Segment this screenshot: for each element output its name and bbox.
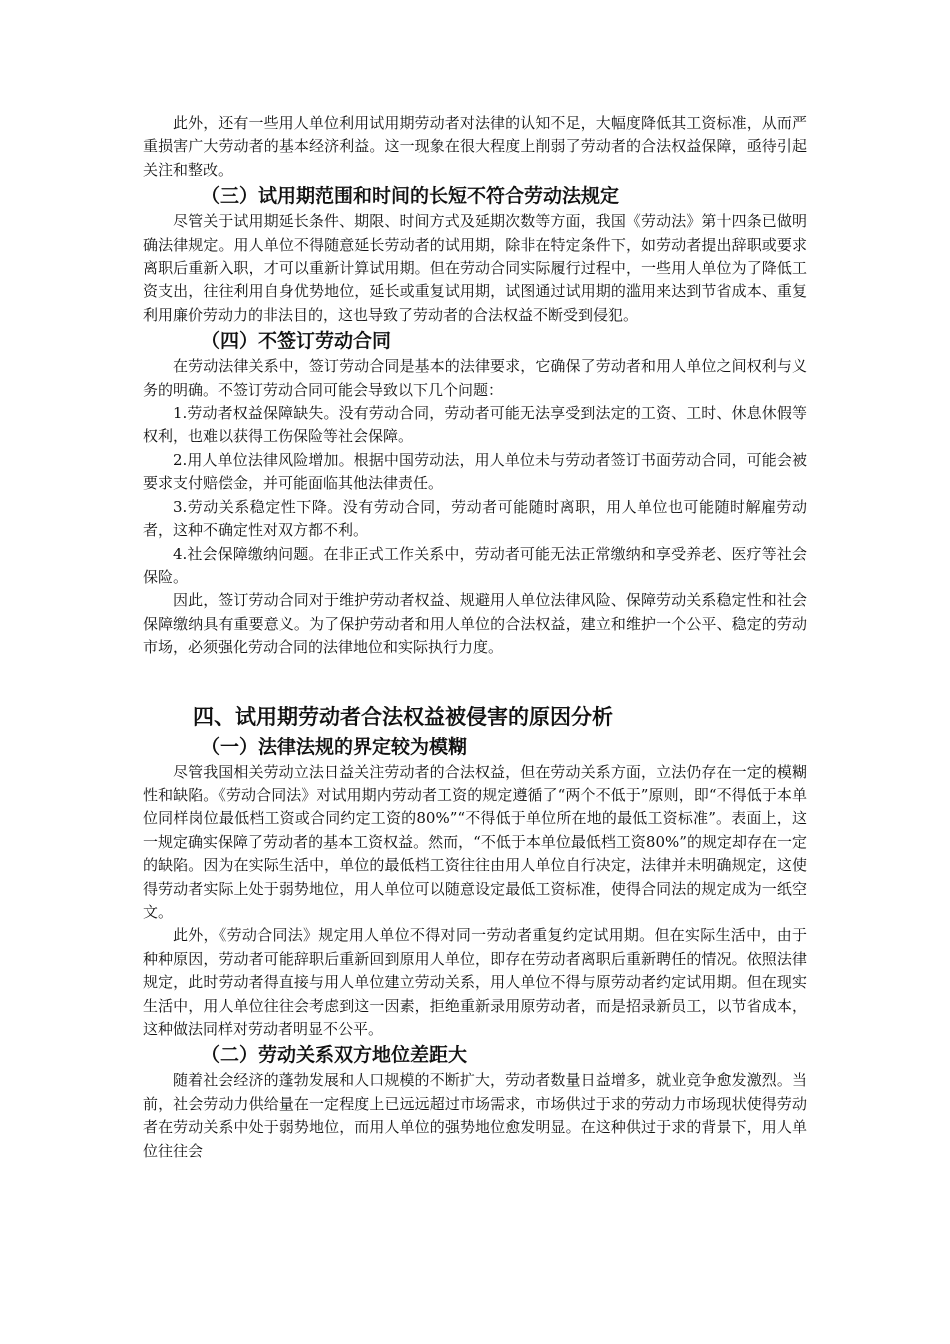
heading-cause-analysis: 四、试用期劳动者合法权益被侵害的原因分析 — [193, 704, 613, 729]
paragraph-contract-intro: 在劳动法律关系中，签订劳动合同是基本的法律要求，它确保了劳动者和用人单位之间权利与义务的明确。不签订劳动合同可能会导致以下几个问题： — [143, 357, 807, 399]
paragraph-contract-conclusion: 因此，签订劳动合同对于维护劳动者权益、规避用人单位法律风险、保障劳动关系稳定性和社会保障缴纳具有重要意义。为了保护劳动者和用人单位的合法权益，建立和维护一个公平、稳定的劳动市场，必须强化劳动合同的法律地位和实际执行力度。 — [143, 591, 807, 657]
list-item-employer-risk: 2.用人单位法律风险增加。根据中国劳动法，用人单位未与劳动者签订书面劳动合同，可能会被要求支付赔偿金，并可能面临其他法律责任。 — [143, 450, 807, 493]
paragraph-repeat-probation: 此外，《劳动合同法》规定用人单位不得对同一劳动者重复约定试用期。但在实际生活中，由于种种原因，劳动者可能辞职后重新回到原用人单位，即存在劳动者离职后重新聘任的情况。依照法律规定，此时劳动者得直接与用人单位建立劳动关系，用人单位不得与原劳动者约定试用期。但在现实生活中，用人单位往往会考虑到这一因素，拒绝重新录用原劳动者，而是招录新员工，以节省成本，这种做法同样对劳动者明显不公平。 — [143, 926, 807, 1038]
document-page — [143, 112, 807, 1163]
heading-status-gap: （二）劳动关系双方地位差距大 — [201, 1044, 468, 1067]
list-item-rights-missing: 1.劳动者权益保障缺失。没有劳动合同，劳动者可能无法享受到法定的工资、工时、休息休假等权利，也难以获得工伤保险等社会保障。 — [143, 404, 807, 446]
paragraph-probation-extension: 尽管关于试用期延长条件、期限、时间方式及延期次数等方面，我国《劳动法》第十四条已做明确法律规定。用人单位不得随意延长劳动者的试用期，除非在特定条件下，如劳动者提出辞职或要求离职后重新入职，才可以重新计算试用期。但在劳动合同实际履行过程中，一些用人单位为了降低工资支出，往往利用自身优势地位，延长或重复试用期，试图通过试用期的滥用来达到节省成本、重复利用廉价劳动力的非法目的，这也导致了劳动者的合法权益不断受到侵犯。 — [143, 212, 807, 324]
paragraph-low-wage: 此外，还有一些用人单位利用试用期劳动者对法律的认知不足，大幅度降低其工资标准，从而严重损害广大劳动者的基本经济利益。这一现象在很大程度上削弱了劳动者的合法权益保障，亟待引起关注和整改。 — [143, 114, 807, 179]
heading-no-contract: （四）不签订劳动合同 — [201, 330, 392, 353]
list-item-social-security: 4.社会保障缴纳问题。在非正式工作关系中，劳动者可能无法正常缴纳和享受养老、医疗等社会保险。 — [143, 544, 807, 586]
list-item-stability: 3.劳动关系稳定性下降。没有劳动合同，劳动者可能随时离职，用人单位也可能随时解雇劳动者，这种不确定性对双方都不利。 — [143, 497, 807, 540]
section-gap — [143, 660, 807, 702]
paragraph-labor-market: 随着社会经济的蓬勃发展和人口规模的不断扩大，劳动者数量日益增多，就业竞争愈发激烈。当前，社会劳动力供给量在一定程度上已远远超过市场需求，市场供过于求的劳动力市场现状使得劳动者在劳动关系中处于弱势地位，而用人单位的强势地位愈发明显。在这种供过于求的背景下，用人单位往往会 — [143, 1071, 807, 1160]
heading-probation-scope: （三）试用期范围和时间的长短不符合劳动法规定 — [201, 185, 620, 208]
paragraph-law-defects: 尽管我国相关劳动立法日益关注劳动者的合法权益，但在劳动关系方面，立法仍存在一定的模糊性和缺陷。《劳动合同法》对试用期内劳动者工资的规定遵循了“两个不低于”原则，即“不得低于本单位同样岗位最低档工资或合同约定工资的80%”“不得低于单位所在地的最低工资标准”。表面上，这一规定确实保障了劳动者的基本工资权益。然而，“不低于本单位最低档工资80%”的规定却存在一定的缺陷。因为在实际生活中，单位的最低档工资往往由用人单位自行决定，法律并未明确规定，这使得劳动者实际上处于弱势地位，用人单位可以随意设定最低工资标准，使得合同法的规定成为一纸空文。 — [143, 762, 807, 921]
heading-vague-law: （一）法律法规的界定较为模糊 — [201, 735, 468, 758]
